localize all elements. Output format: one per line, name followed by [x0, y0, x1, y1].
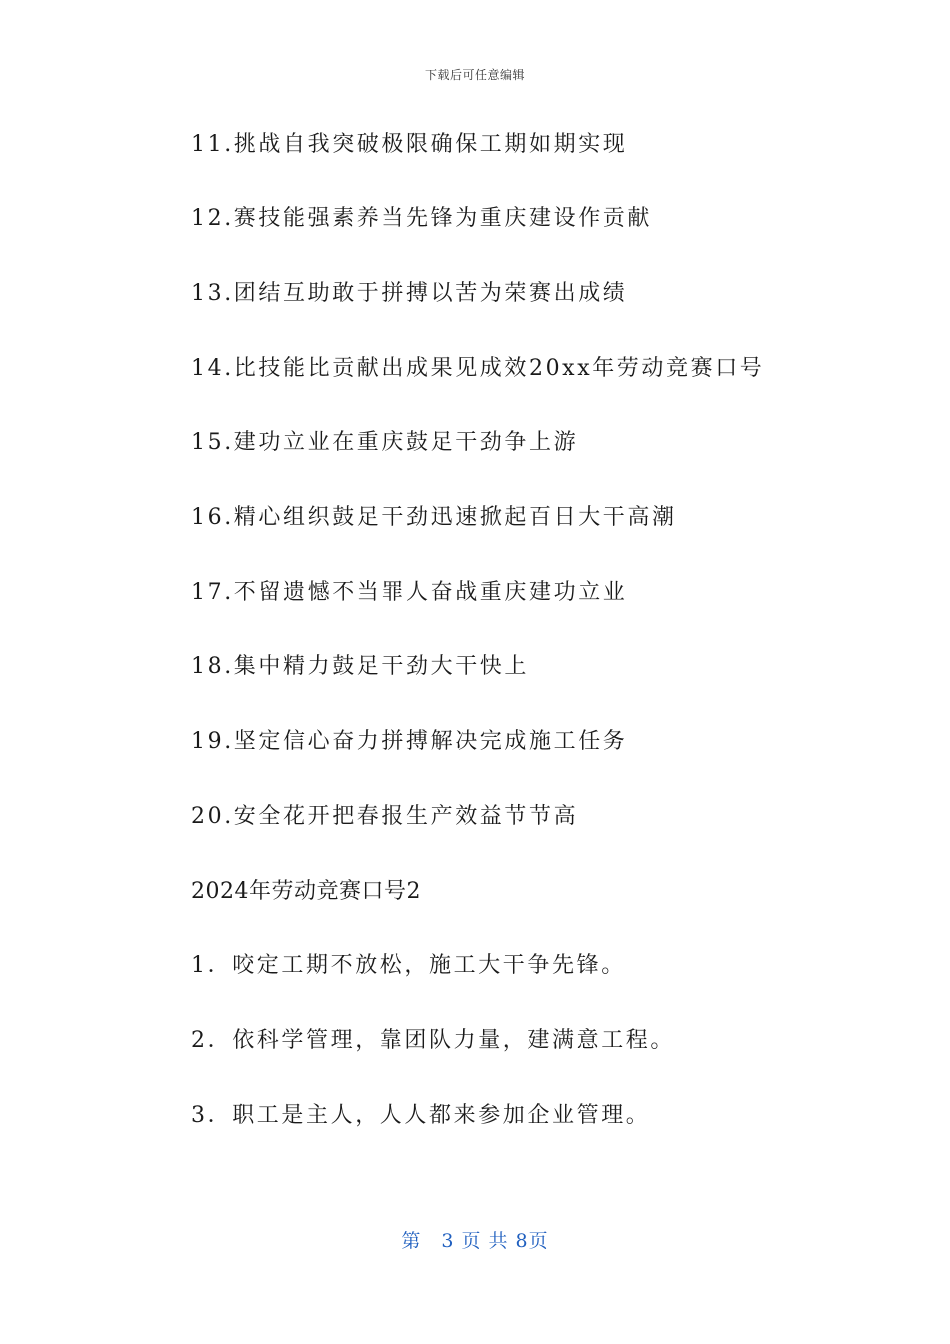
slogan-line: 20.安全花开把春报生产效益节节高: [191, 804, 579, 829]
slogan-line: 18.集中精力鼓足干劲大干快上: [191, 654, 529, 679]
slogan-line: 14.比技能比贡献出成果见成效20xx年劳动竞赛口号: [191, 356, 765, 381]
slogan-line: 12.赛技能强素养当先锋为重庆建设作贡献: [191, 206, 652, 231]
slogan-line: 2．依科学管理，靠团队力量，建满意工程。: [191, 1028, 675, 1053]
slogan-line: 1．咬定工期不放松，施工大干争先锋。: [191, 953, 626, 978]
slogan-line: 3．职工是主人，人人都来参加企业管理。: [191, 1103, 651, 1128]
section-heading: 2024年劳动竞赛口号2: [191, 879, 421, 904]
header-note: 下载后可任意编辑: [424, 68, 525, 82]
slogan-line: 17.不留遗憾不当罪人奋战重庆建功立业: [191, 580, 628, 605]
slogan-line: 15.建功立业在重庆鼓足干劲争上游: [191, 430, 579, 455]
slogan-line: 11.挑战自我突破极限确保工期如期实现: [191, 132, 628, 157]
slogan-line: 19.坚定信心奋力拼搏解决完成施工任务: [191, 729, 628, 754]
slogan-line: 13.团结互助敢于拼搏以苦为荣赛出成绩: [191, 281, 628, 306]
page-number-footer: 第 3 页 共 8页: [401, 1230, 549, 1252]
slogan-line: 16.精心组织鼓足干劲迅速掀起百日大干高潮: [191, 505, 677, 530]
